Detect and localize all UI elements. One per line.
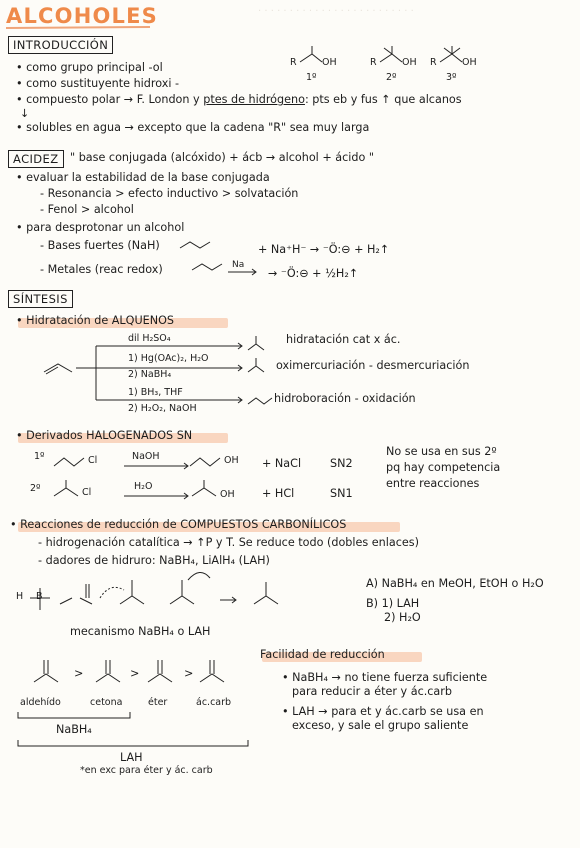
- deg2-r: R: [370, 57, 377, 68]
- halogenados-l1-prod: + NaCl: [262, 457, 302, 470]
- halogenados-note-2: pq hay competencia: [386, 461, 501, 474]
- acidez-quote: " base conjugada (alcóxido) + ácb → alcohol + ácido ": [70, 151, 375, 164]
- intro-bullet-3-text: • compuesto polar → F. London y: [16, 93, 204, 106]
- mech-b-label: B: [36, 591, 43, 602]
- facilidad-heading: Facilidad de reducción: [260, 648, 385, 661]
- reduccion-heading: • Reacciones de reducción de COMPUESTOS CARBONÍLICOS: [10, 518, 347, 531]
- sintesis-heading: SÍNTESIS: [8, 290, 73, 308]
- deg2-label: 2º: [386, 72, 397, 83]
- reduccion-mecanismo: mecanismo NaBH₄ o LAH: [70, 625, 211, 638]
- deg1-label: 1º: [306, 72, 317, 83]
- acidez-sub-4: - Metales (reac redox): [40, 263, 163, 276]
- acidez-sub-1: - Resonancia > efecto inductivo > solvatación: [40, 187, 299, 200]
- reduccion-option-b-2: 2) H₂O: [384, 611, 421, 624]
- carbonyl-label-3: éter: [148, 697, 168, 708]
- nabh4-bracket-label: NaBH₄: [56, 723, 92, 736]
- hidratacion-r2-cond-1: 1) Hg(OAc)₂, H₂O: [128, 353, 209, 364]
- acidez-sub-3-rxn: + Na⁺H⁻ → ⁻Ö:⊖ + H₂↑: [258, 243, 390, 256]
- hidratacion-r3-name: hidroboración - oxidación: [274, 392, 416, 405]
- hidratacion-r3-cond-1: 1) BH₃, THF: [128, 387, 183, 398]
- reduccion-option-a: A) NaBH₄ en MeOH, EtOH o H₂O: [366, 577, 544, 590]
- page-title: ALCOHOLES: [6, 4, 158, 28]
- reduccion-option-b: B) 1) LAH: [366, 597, 420, 610]
- reduccion-footnote: *en exc para éter y ác. carb: [80, 765, 213, 776]
- carbonyl-label-4: ác.carb: [196, 697, 232, 708]
- halogenados-l2-cond: H₂O: [134, 481, 153, 492]
- deg3-label: 3º: [446, 72, 457, 83]
- reduccion-sub-2: - dadores de hidruro: NaBH₄, LiAlH₄ (LAH): [38, 554, 270, 567]
- halogenados-note-1: No se usa en sus 2º: [386, 445, 497, 458]
- hidratacion-r2-name: oximercuriación - desmercuriación: [276, 359, 470, 372]
- halogenados-l2-oh: OH: [220, 489, 235, 500]
- intro-bullet-3-end: : pts eb y fus ↑ que alcanos: [304, 93, 462, 106]
- gt-3: >: [184, 667, 194, 680]
- intro-arrow: ↓: [20, 107, 30, 120]
- hidratacion-r1-cond: dil H₂SO₄: [128, 333, 171, 344]
- lah-bracket-label: LAH: [120, 751, 143, 764]
- halogenados-l1-cond: NaOH: [132, 451, 160, 462]
- hidratacion-r3-cond-2: 2) H₂O₂, NaOH: [128, 403, 197, 414]
- acidez-na-label: Na: [232, 260, 245, 270]
- halogenados-l2-cl: Cl: [82, 487, 92, 498]
- intro-bullet-3-underlined: ptes de hidrógeno: [203, 93, 305, 106]
- carbonyl-label-1: aldehído: [20, 697, 61, 708]
- acidez-bullet-1: • evaluar la estabilidad de la base conjugada: [16, 171, 270, 184]
- halogenados-l1-type: SN2: [330, 457, 353, 470]
- mech-h-label: H: [16, 591, 24, 602]
- halogenados-l2-deg: 2º: [30, 483, 41, 494]
- intro-bullet-2: • como sustituyente hidroxi -: [16, 77, 180, 90]
- facilidad-2b: exceso, y sale el grupo saliente: [292, 719, 469, 732]
- gt-2: >: [130, 667, 140, 680]
- hidratacion-r1-name: hidratación cat x ác.: [286, 333, 401, 346]
- acidez-bullet-2: • para desprotonar un alcohol: [16, 221, 185, 234]
- acidez-sub-4-rxn: → ⁻Ö:⊖ + ½H₂↑: [268, 267, 359, 280]
- facilidad-1b: para reducir a éter y ác.carb: [292, 685, 452, 698]
- halogenados-l2-prod: + HCl: [262, 487, 295, 500]
- intro-bullet-1: • como grupo principal -ol: [16, 61, 163, 74]
- deg1-r: R: [290, 57, 297, 68]
- carbonyl-label-2: cetona: [90, 697, 123, 708]
- gt-1: >: [74, 667, 84, 680]
- halogenados-l1-oh: OH: [224, 455, 239, 466]
- acidez-sub-3: - Bases fuertes (NaH): [40, 239, 160, 252]
- intro-heading: INTRODUCCIÓN: [8, 36, 113, 54]
- deg1-oh: OH: [322, 57, 337, 68]
- deg3-oh: OH: [462, 57, 477, 68]
- halogenados-l1-cl: Cl: [88, 455, 98, 466]
- hidratacion-heading: • Hidratación de ALQUENOS: [16, 314, 174, 327]
- deg2-oh: OH: [402, 57, 417, 68]
- hidratacion-r2-cond-2: 2) NaBH₄: [128, 369, 172, 380]
- facilidad-1a: • NaBH₄ → no tiene fuerza suficiente: [282, 671, 488, 684]
- halogenados-l1-deg: 1º: [34, 451, 45, 462]
- halogenados-heading: • Derivados HALOGENADOS SN: [16, 429, 193, 442]
- halogenados-l2-type: SN1: [330, 487, 353, 500]
- intro-bullet-4: • solubles en agua → excepto que la cadena "R" sea muy larga: [16, 121, 370, 134]
- reduccion-sub-1: - hidrogenación catalítica → ↑P y T. Se reduce todo (dobles enlaces): [38, 536, 419, 549]
- bleed-through: · · · · · · · · · · · · · · · · · · · · · · · · ·: [258, 6, 414, 17]
- facilidad-2a: • LAH → para et y ác.carb se usa en: [282, 705, 484, 718]
- acidez-heading: ACIDEZ: [8, 150, 64, 168]
- acidez-sub-2: - Fenol > alcohol: [40, 203, 134, 216]
- deg3-r: R: [430, 57, 437, 68]
- halogenados-note-3: entre reacciones: [386, 477, 480, 490]
